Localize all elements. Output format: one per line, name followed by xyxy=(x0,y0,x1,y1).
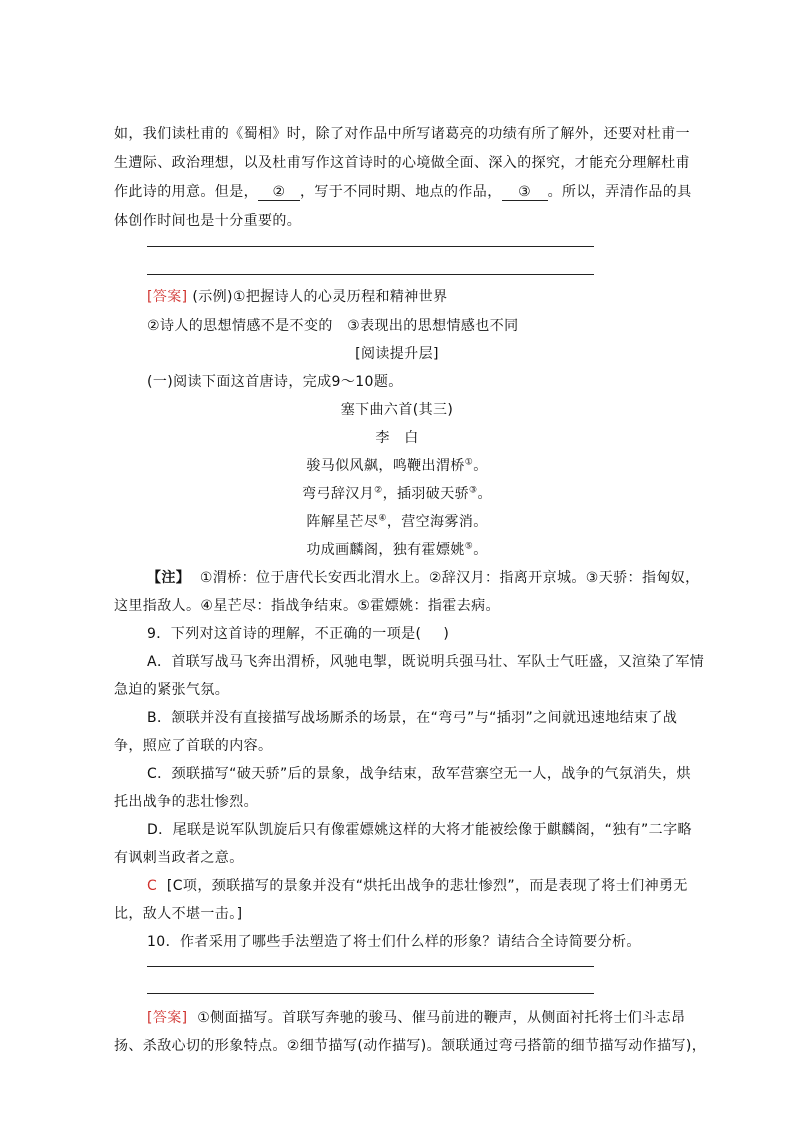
answer-9-line-2: 比，敌人不堪一击。] xyxy=(114,906,243,922)
poem-line-3-a: 阵解星芒尽 xyxy=(306,514,379,530)
passage-line-3 xyxy=(114,182,692,202)
question-9-stem-text: 9．下列对这首诗的理解，不正确的一项是( xyxy=(147,626,422,642)
poem-line-1 xyxy=(0,456,794,476)
poem-line-4-text: 功成画麟阁，独有霍嫖姚 xyxy=(306,542,465,558)
poem-line-2-end: 。 xyxy=(477,486,492,502)
option-c-line-1: C．颈联描写“破天骄”后的景象，战争结束，敌军营寨空无一人，战争的气氛消失，烘 xyxy=(147,766,691,782)
answer-tag: [答案] xyxy=(147,289,188,305)
option-b-line-2: 争，照应了首联的内容。 xyxy=(114,738,273,754)
note-text-1: ①渭桥：位于唐代长安西北渭水上。②辞汉月：指离开京城。③天骄：指匈奴， xyxy=(199,570,700,586)
answer-10-line-1 xyxy=(147,1008,685,1028)
note-marker-4: ④ xyxy=(378,513,387,524)
option-a-line-2: 急迫的紧张气氛。 xyxy=(114,682,230,698)
poem-author: 李 白 xyxy=(375,430,419,446)
answer-9-line-1 xyxy=(147,876,688,896)
poem-line-1-text: 骏马似风飙，鸣鞭出渭桥 xyxy=(306,458,465,474)
poem-line-2-a: 弯弓辞汉月 xyxy=(302,486,375,502)
answer-9-text-1: [C项，颈联描写的景象并没有“烘托出战争的悲壮惨烈”，而是表现了将士们神勇无 xyxy=(166,878,688,894)
note-line-2: 这里指敌人。④星芒尽：指战争结束。⑤霍嫖姚：指霍去病。 xyxy=(114,598,500,614)
passage-line-2: 生遭际、政治理想，以及杜甫写作这首诗时的心境做全面、深入的探究，才能充分理解杜甫 xyxy=(114,155,690,171)
option-d-line-1: D．尾联是说军队凯旋后只有像霍嫖姚这样的大将才能被绘像于麒麟阁，“独有”二字略 xyxy=(147,822,692,838)
answer-line-1 xyxy=(147,246,594,247)
answer-1-line-2: ②诗人的思想情感不是不变的 ③表现出的思想情感也不同 xyxy=(147,318,519,334)
poem-title: 塞下曲六首(其三) xyxy=(340,402,454,418)
answer-line-3 xyxy=(147,966,594,967)
note-marker-1: ① xyxy=(464,457,474,468)
reading-intro: (一)阅读下面这首唐诗，完成9～10题。 xyxy=(147,374,403,390)
option-d-line-2: 有讽刺当政者之意。 xyxy=(114,850,244,866)
note-tag: 【注】 xyxy=(147,570,191,586)
passage-line-4: 体创作时间也是十分重要的。 xyxy=(114,213,302,229)
poem-line-2-b: ，插羽破天骄 xyxy=(382,486,469,502)
option-b-line-1: B．颔联并没有直接描写战场厮杀的场景，在“弯弓”与“插羽”之间就迅速地结束了战 xyxy=(147,710,678,726)
question-10-stem: 10．作者采用了哪些手法塑造了将士们什么样的形象？请结合全诗简要分析。 xyxy=(147,934,641,950)
note-marker-3: ③ xyxy=(469,485,478,496)
answer-10-text-1: ①侧面描写。首联写奔驰的骏马、催马前进的鞭声，从侧面衬托将士们斗志昂 xyxy=(197,1010,686,1026)
note-marker-5: ⑤ xyxy=(464,541,474,552)
poem-line-2 xyxy=(0,484,794,504)
passage-line-3-start: 作此诗的用意。但是， xyxy=(114,184,258,200)
answer-1-line-1 xyxy=(147,287,447,307)
answer-line-4 xyxy=(147,993,594,994)
passage-line-3-end: 。所以，弄清作品的具 xyxy=(547,184,692,200)
option-a-line-1: A．首联写战马飞奔出渭桥，风驰电掣，既说明兵强马壮、军队士气旺盛，又渲染了军情 xyxy=(147,654,705,670)
question-9-stem xyxy=(147,624,449,644)
blank-2: ② xyxy=(258,184,300,201)
blank-3: ③ xyxy=(502,184,548,201)
question-9-stem-close: ) xyxy=(443,626,450,642)
note-line-1 xyxy=(147,568,700,588)
poem-line-1-end: 。 xyxy=(473,458,488,474)
option-c-line-2: 托出战争的悲壮惨烈。 xyxy=(114,794,258,810)
poem-line-4 xyxy=(0,540,794,560)
answer-1-text-1: (示例)①把握诗人的心灵历程和精神世界 xyxy=(192,289,448,305)
answer-10-line-2: 扬、杀敌心切的形象特点。②细节描写(动作描写)。颔联通过弯弓搭箭的细节描写动作描写)， xyxy=(114,1038,707,1054)
passage-line-3-mid: ，写于不同时期、地点的作品， xyxy=(300,184,502,200)
answer-line-2 xyxy=(147,274,594,275)
answer-9-letter: C xyxy=(147,878,158,894)
poem-line-3-b: ，营空海雾消。 xyxy=(386,514,488,530)
note-marker-2: ② xyxy=(374,485,383,496)
passage-line-1: 如，我们读杜甫的《蜀相》时，除了对作品中所写诸葛亮的功绩有所了解外，还要对杜甫一 xyxy=(114,126,690,142)
poem-line-4-end: 。 xyxy=(473,542,488,558)
section-title: [阅读提升层] xyxy=(355,346,439,362)
poem-line-3 xyxy=(0,512,794,532)
answer-10-tag: [答案] xyxy=(147,1010,188,1026)
